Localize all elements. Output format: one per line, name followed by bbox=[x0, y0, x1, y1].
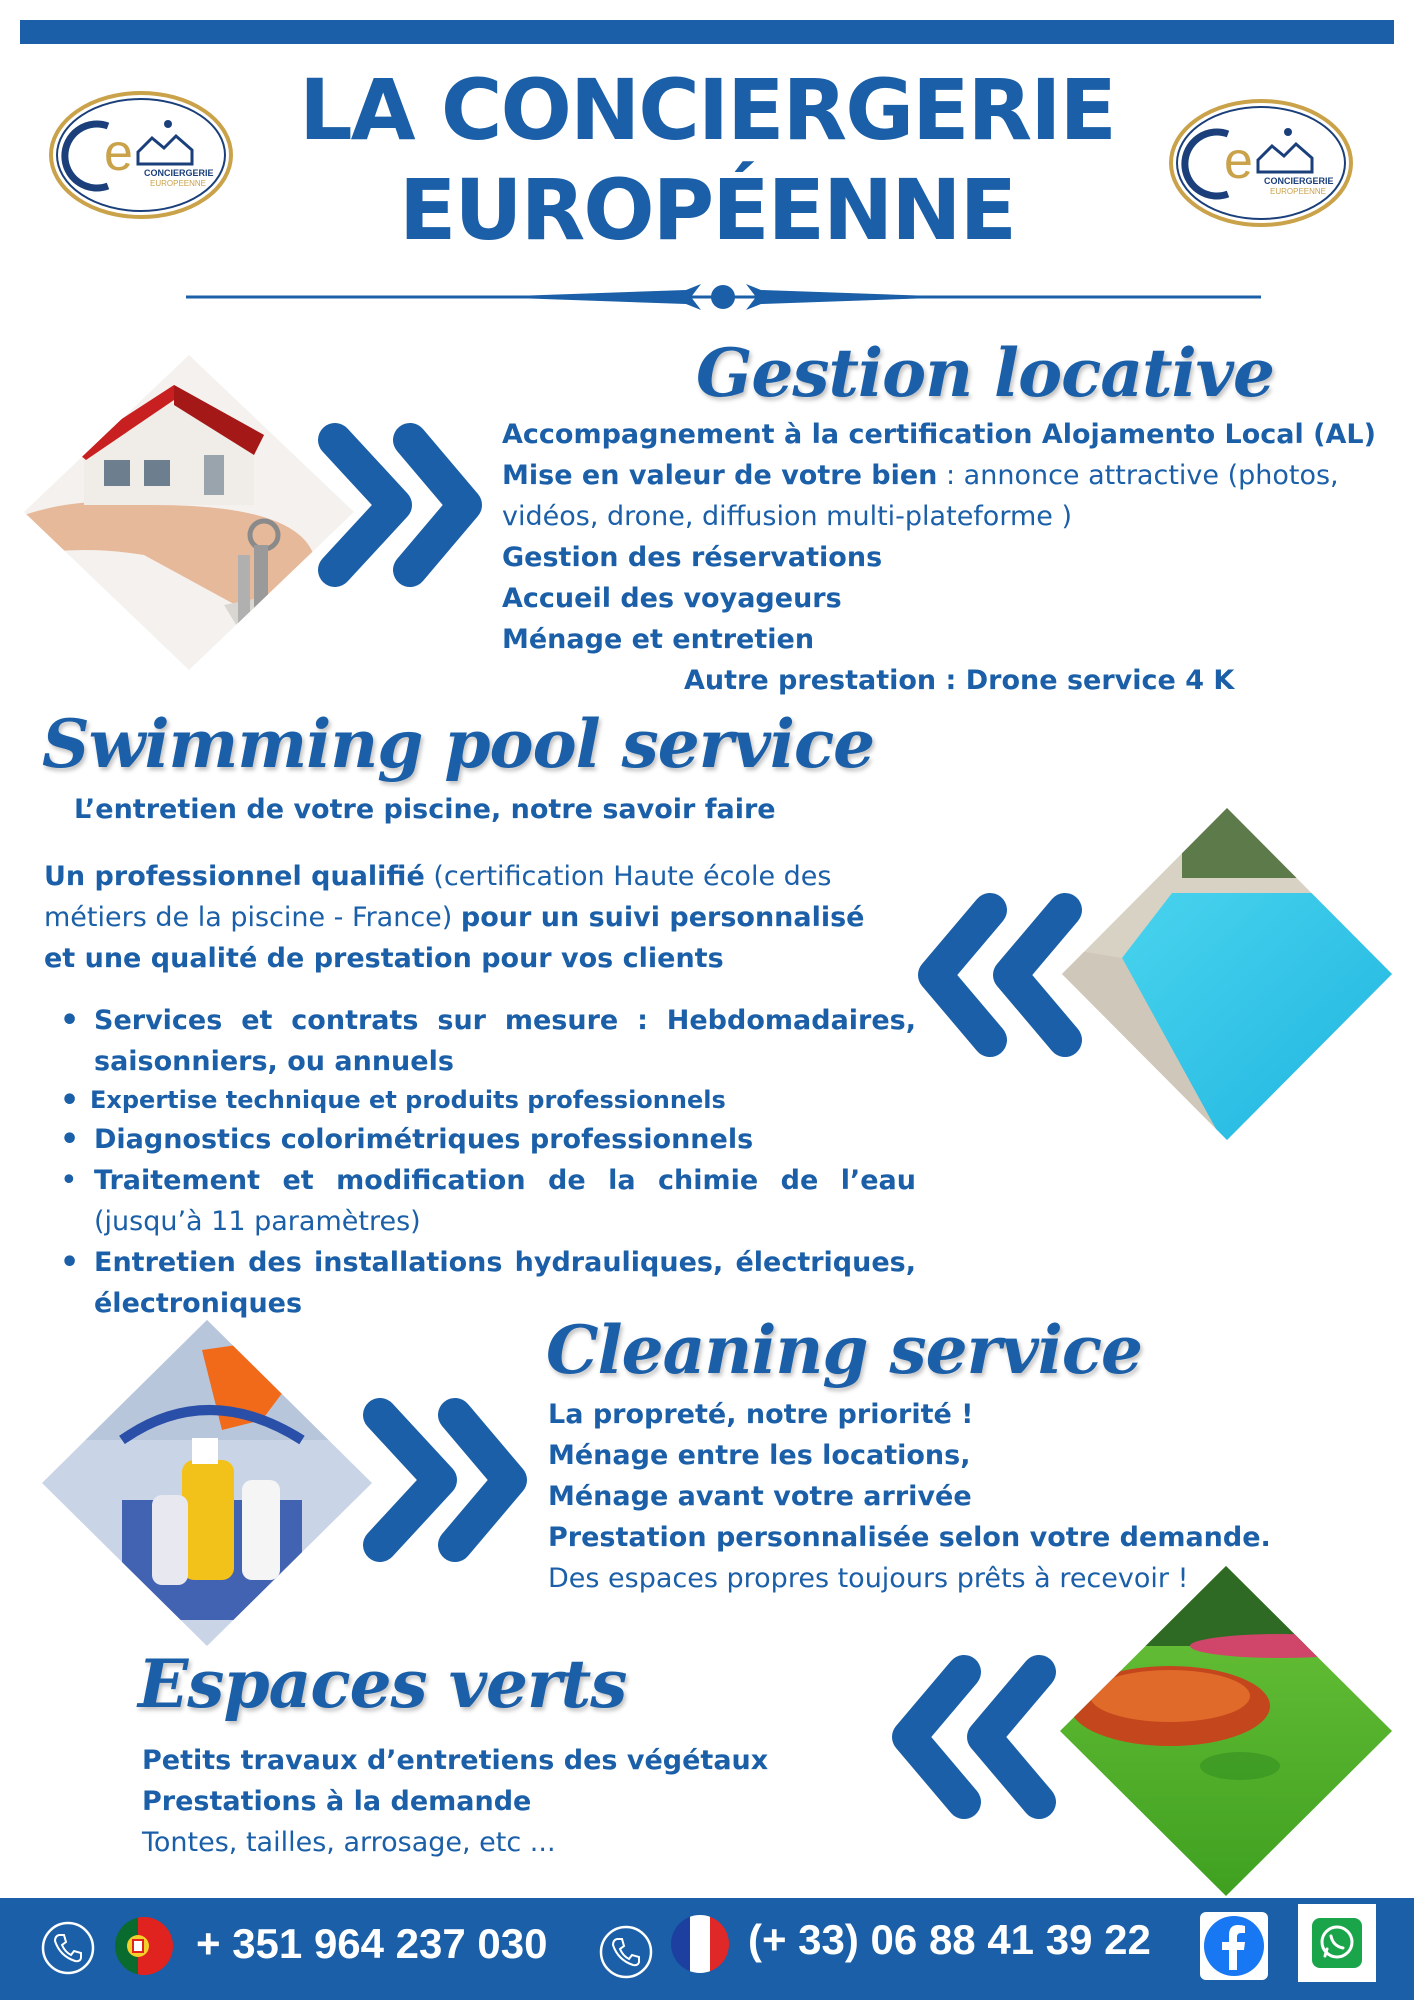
page-title bbox=[0, 60, 1414, 260]
logo-text-line1: CONCIERGERIE bbox=[144, 168, 214, 178]
pool-intro-bold-1: Un professionnel qualifié bbox=[44, 861, 425, 892]
svg-text:e: e bbox=[104, 124, 133, 182]
green-line-1: Petits travaux d’entretiens des végétaux bbox=[142, 1745, 769, 1776]
cleaning-line-5: Des espaces propres toujours prêts à recevoir ! bbox=[548, 1563, 1189, 1594]
phone-number-france[interactable]: (+ 33) 06 88 41 39 22 bbox=[748, 1916, 1151, 1963]
pool-intro-bold-2: pour un suivi personnalisé bbox=[460, 902, 865, 933]
swimming-pool-photo bbox=[1062, 808, 1392, 1140]
gestion-line-3: vidéos, drone, diffusion multi-plateforme ) bbox=[502, 501, 1072, 532]
pool-intro-regular-2: métiers de la piscine - France) bbox=[44, 902, 461, 933]
gestion-line-4: Gestion des réservations bbox=[502, 542, 883, 573]
green-line-2: Prestations à la demande bbox=[142, 1786, 532, 1817]
cleaning-line-1: La propreté, notre priorité ! bbox=[548, 1399, 974, 1430]
france-flag-icon bbox=[670, 1914, 730, 1974]
title-line-1: LA CONCIERGERIE bbox=[299, 61, 1115, 159]
phone-icon[interactable] bbox=[598, 1924, 654, 1980]
pool-tagline: L’entretien de votre piscine, notre savoir faire bbox=[74, 794, 776, 825]
gestion-line-7: Autre prestation : Drone service 4 K bbox=[684, 665, 1235, 696]
phone-number-portugal[interactable]: + 351 964 237 030 bbox=[196, 1920, 548, 1967]
chevron-right-icon bbox=[350, 1395, 530, 1565]
pool-service-list bbox=[44, 1000, 916, 1324]
cleaning-line-4: Prestation personnalisée selon votre demande. bbox=[548, 1522, 1271, 1553]
gestion-line-6: Ménage et entretien bbox=[502, 624, 815, 655]
cleaning-line-2: Ménage entre les locations, bbox=[548, 1440, 971, 1471]
logo-text-line1: CONCIERGERIE bbox=[1264, 176, 1334, 186]
portugal-flag-icon bbox=[114, 1916, 174, 1976]
gestion-line-2-bold: Mise en valeur de votre bien bbox=[502, 460, 938, 491]
section-title-gestion: Gestion locative bbox=[696, 334, 1274, 412]
chevron-right-icon bbox=[305, 420, 485, 590]
gestion-text bbox=[502, 414, 1382, 701]
svg-text:e: e bbox=[1224, 132, 1253, 190]
list-item: • Diagnostics colorimétriques professionnels bbox=[44, 1119, 916, 1160]
whatsapp-icon[interactable] bbox=[1298, 1904, 1376, 1982]
chevron-left-icon bbox=[884, 1652, 1064, 1822]
pool-bullet-4-regular: (jusqu’à 11 paramètres) bbox=[94, 1206, 421, 1237]
section-title-pool: Swimming pool service bbox=[42, 705, 875, 783]
pool-bullet-4-bold: Traitement et modification de la chimie de l’eau bbox=[94, 1165, 916, 1196]
cleaning-supplies-photo bbox=[42, 1320, 372, 1646]
ornamental-divider bbox=[186, 280, 1261, 314]
list-item bbox=[44, 1160, 916, 1242]
gestion-line-2-regular: : annonce attractive (photos, bbox=[937, 460, 1339, 491]
list-item: • Expertise technique et produits professionnels bbox=[44, 1082, 916, 1119]
section-title-cleaning: Cleaning service bbox=[546, 1311, 1143, 1389]
list-item: • Entretien des installations hydrauliques, électriques, électroniques bbox=[44, 1242, 916, 1324]
gestion-line-1: Accompagnement à la certification Alojamento Local (AL) bbox=[502, 419, 1376, 450]
phone-icon[interactable] bbox=[40, 1920, 96, 1976]
list-item: • Services et contrats sur mesure : Hebdomadaires, saisonniers, ou annuels bbox=[44, 1000, 916, 1082]
pool-intro-bold-3: et une qualité de prestation pour vos clients bbox=[44, 943, 724, 974]
title-line-2: EUROPÉENNE bbox=[399, 161, 1015, 259]
pool-intro bbox=[44, 856, 924, 979]
logo-text-line2: EUROPEENNE bbox=[150, 179, 207, 188]
garden-photo bbox=[1060, 1566, 1392, 1896]
gestion-line-5: Accueil des voyageurs bbox=[502, 583, 842, 614]
green-text bbox=[142, 1740, 902, 1863]
top-band bbox=[20, 20, 1394, 44]
section-title-green: Espaces verts bbox=[138, 1645, 627, 1723]
cleaning-line-3: Ménage avant votre arrivée bbox=[548, 1481, 972, 1512]
green-line-3: Tontes, tailles, arrosage, etc ... bbox=[142, 1827, 556, 1858]
pool-intro-regular-1: (certification Haute école des bbox=[424, 861, 832, 892]
facebook-icon[interactable] bbox=[1200, 1912, 1268, 1980]
logo-text-line2: EUROPEENNE bbox=[1270, 187, 1327, 196]
